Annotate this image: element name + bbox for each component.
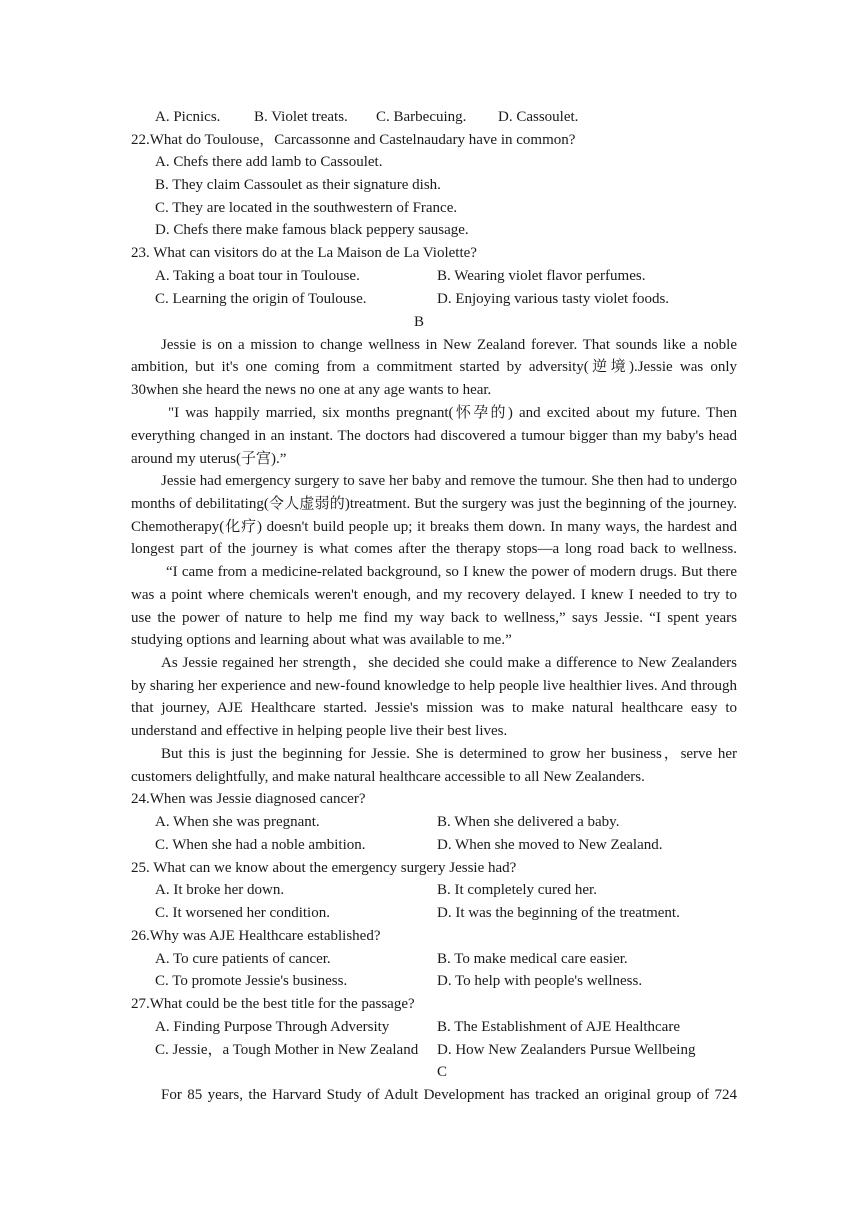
passage-line: Jessie had emergency surgery to save her baby and remove the tumour. She then had to undergo: [161, 473, 737, 489]
section-heading-b: B: [414, 314, 425, 330]
passage-line: understand and effective in helping people live their best lives.: [131, 723, 508, 739]
option-d: D. Chefs there make famous black peppery sausage.: [155, 222, 469, 238]
passage-c-line: For 85 years, the Harvard Study of Adult Development has tracked an original group of 724: [161, 1087, 737, 1103]
passage-line: 30when she heard the news no one at any age wants to hear.: [131, 382, 492, 398]
passage-line: “I came from a medicine-related background, so I knew the power of modern drugs. But there: [166, 564, 737, 580]
option-d: D. It was the beginning of the treatment.: [437, 905, 680, 921]
option-b: B. Violet treats.: [254, 109, 348, 125]
option-b: B. Wearing violet flavor perfumes.: [437, 268, 646, 284]
passage-line: use the power of nature to help me find my way back to wellness,” says Jessie. “I spent years: [131, 610, 737, 626]
question-text: 24.When was Jessie diagnosed cancer?: [131, 791, 366, 807]
passage-line: that journey, AJE Healthcare started. Jessie's mission was to make natural healthcare easy to: [131, 700, 737, 716]
option-a: A. Taking a boat tour in Toulouse.: [155, 268, 360, 284]
option-a: A. When she was pregnant.: [155, 814, 320, 830]
option-c: C. Jessie，a Tough Mother in New Zealand: [155, 1042, 419, 1058]
question-text: 25. What can we know about the emergency surgery Jessie had?: [131, 860, 517, 876]
passage-line: As Jessie regained her strength，she decided she could make a difference to New Zealanders: [161, 655, 737, 671]
option-d: D. How New Zealanders Pursue Wellbeing: [437, 1042, 696, 1058]
passage-line: Jessie is on a mission to change wellness in New Zealand forever. That sounds like a noble: [161, 337, 737, 353]
passage-line: around my uterus(子宫).”: [131, 451, 287, 467]
section-heading-c: C: [437, 1064, 448, 1080]
option-d: D. Enjoying various tasty violet foods.: [437, 291, 670, 307]
passage-line: was a point where chemicals weren't enough, and my recovery delayed. I knew I needed to try to: [131, 587, 737, 603]
option-a: A. To cure patients of cancer.: [155, 951, 331, 967]
option-a: A. Picnics.: [155, 109, 221, 125]
option-b: B. It completely cured her.: [437, 882, 597, 898]
passage-line: "I was happily married, six months pregnant(怀孕的) and excited about my future. Then: [168, 405, 737, 421]
option-b: B. When she delivered a baby.: [437, 814, 620, 830]
option-c: C. It worsened her condition.: [155, 905, 330, 921]
passage-line: months of debilitating(令人虚弱的)treatment. But the surgery was just the beginning of the journey.: [131, 496, 737, 512]
passage-line: everything changed in an instant. The doctors had discovered a tumour bigger than my baby's head: [131, 428, 737, 444]
passage-line: studying options and learning about what was available to me.”: [131, 632, 512, 648]
passage-line: ambition, but it's one coming from a commitment started by adversity(逆境).Jessie was only: [131, 359, 737, 375]
question-text: 26.Why was AJE Healthcare established?: [131, 928, 381, 944]
passage-line: But this is just the beginning for Jessie. She is determined to grow her business，serve her: [161, 746, 737, 762]
option-a: A. Chefs there add lamb to Cassoulet.: [155, 154, 383, 170]
option-b: B. The Establishment of AJE Healthcare: [437, 1019, 680, 1035]
option-a: A. It broke her down.: [155, 882, 285, 898]
option-d: D. Cassoulet.: [498, 109, 579, 125]
option-b: B. They claim Cassoulet as their signature dish.: [155, 177, 441, 193]
question-text: 27.What could be the best title for the passage?: [131, 996, 415, 1012]
question-text: 23. What can visitors do at the La Maison de La Violette?: [131, 245, 477, 261]
option-c: C. Learning the origin of Toulouse.: [155, 291, 367, 307]
option-c: C. To promote Jessie's business.: [155, 973, 348, 989]
option-b: B. To make medical care easier.: [437, 951, 628, 967]
option-a: A. Finding Purpose Through Adversity: [155, 1019, 390, 1035]
passage-line: by sharing her experience and new-found knowledge to help people live healthier lives. And through: [131, 678, 737, 694]
option-c: C. They are located in the southwestern of France.: [155, 200, 458, 216]
option-c: C. When she had a noble ambition.: [155, 837, 366, 853]
option-d: D. When she moved to New Zealand.: [437, 837, 663, 853]
question-text: 22.What do Toulouse，Carcassonne and Castelnaudary have in common?: [131, 132, 576, 148]
passage-line: longest part of the journey is what comes after the therapy stops—a long road back to wellness.: [131, 541, 737, 557]
passage-line: customers delightfully, and make natural healthcare accessible to all New Zealanders.: [131, 769, 645, 785]
passage-line: Chemotherapy(化疗) doesn't build people up; it breaks them down. In many ways, the hardest and: [131, 519, 737, 535]
option-d: D. To help with people's wellness.: [437, 973, 643, 989]
option-c: C. Barbecuing.: [376, 109, 467, 125]
